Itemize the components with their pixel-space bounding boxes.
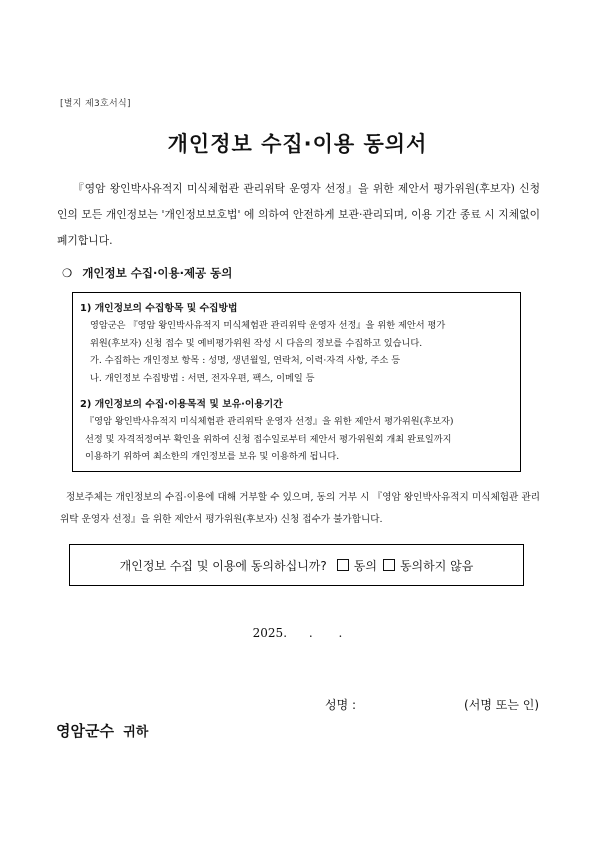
collection-items-line: 나. 개인정보 수집방법 : 서면, 전자우편, 팩스, 이메일 등 — [90, 372, 315, 384]
disagree-checkbox[interactable] — [383, 559, 395, 571]
purpose-period-heading: 2) 개인정보의 수집·이용목적 및 보유·이용기간 — [80, 399, 283, 410]
circle-bullet-icon: ❍ — [62, 266, 73, 280]
purpose-period-line: 이용하기 위하여 최소한의 개인정보를 보유 및 이용하게 됩니다. — [85, 451, 340, 462]
signature-name-label: 성명 : — [325, 698, 357, 712]
consent-question: 개인정보 수집 및 이용에 동의하십니까? — [119, 558, 327, 573]
collection-items-line: 영암군은 『영암 왕인박사유적지 미식체험관 관리위탁 운영자 선정』을 위한 제안서 평가 — [90, 320, 446, 331]
date-day: . — [338, 626, 343, 640]
refusal-notice: 정보주체는 개인정보의 수집·이용에 대해 거부할 수 있으며, 동의 거부 시 『영암 왕인박사유적지 미식체험관 관리위탁 운영자 선정』을 위한 제안서 평가위원(후보자) 신청 접수가 불가합니다. — [60, 492, 540, 525]
section-heading-text: 개인정보 수집·이용·제공 동의 — [82, 266, 233, 280]
form-number: [별지 제3호서식] — [60, 99, 131, 109]
details-box — [72, 292, 521, 472]
section-heading — [62, 265, 232, 281]
collection-items-line: 위원(후보자) 신청 접수 및 예비평가위원 작성 시 다음의 정보를 수집하고 있습니다. — [90, 337, 423, 349]
addressee-suffix: 귀하 — [123, 725, 149, 740]
consent-box — [69, 544, 524, 586]
addressee — [56, 720, 148, 741]
date-year: 2025. — [252, 626, 288, 640]
addressee-name: 영암군수 — [56, 722, 114, 740]
date-line — [0, 626, 595, 640]
collection-items-line: 가. 수집하는 개인정보 항목 : 성명, 생년월일, 연락처, 이력·자격 사항, 주소 등 — [90, 355, 401, 366]
disagree-label: 동의하지 않음 — [399, 558, 474, 573]
agree-label: 동의 — [353, 558, 377, 573]
signature-seal-label: (서명 또는 인) — [464, 698, 539, 712]
agree-checkbox[interactable] — [337, 559, 349, 571]
collection-items-body — [90, 317, 510, 387]
purpose-period-line: 선정 및 자격적정여부 확인을 위하여 신청 접수일로부터 제안서 평가위원회 개최 완료일까지 — [85, 433, 452, 445]
collection-items-heading: 1) 개인정보의 수집항목 및 수집방법 — [80, 303, 238, 314]
purpose-period-line: 『영암 왕인박사유적지 미식체험관 관리위탁 운영자 선정』을 위한 제안서 평가위원(후보자) — [85, 416, 454, 427]
page-title: 개인정보 수집·이용 동의서 — [167, 132, 428, 156]
date-month: . — [308, 626, 313, 640]
purpose-period-body — [85, 413, 505, 466]
intro-paragraph: 『영암 왕인박사유적지 미식체험관 관리위탁 운영자 선정』을 위한 제안서 평가위원(후보자) 신청인의 모든 개인정보는 '개인정보보호법' 에 의하여 안전하게 보관·관리되며, 이용 기간 종료 시 지체없이 폐기합니다. — [57, 182, 540, 247]
